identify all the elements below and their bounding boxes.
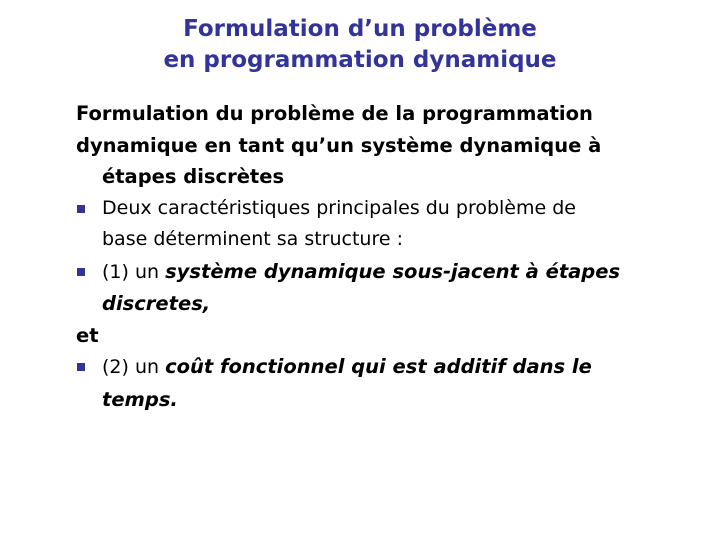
square-bullet-icon: [77, 363, 85, 371]
bullet-item-3: [76, 351, 706, 415]
main-heading-line2: dynamique en tant qu’un système dynamique à: [76, 133, 602, 157]
bullet-1-line1: Deux caractéristiques principales du problème de: [102, 196, 576, 219]
slide-title-line1: Formulation d’un problème: [183, 16, 537, 42]
bullet-2-emphasis-line1: système dynamique sous-jacent à étapes: [165, 259, 621, 283]
bullet-3-emphasis-line1: coût fonctionnel qui est additif dans le: [165, 355, 592, 378]
main-heading-line3: étapes discrètes: [102, 165, 285, 188]
slide-title-line2: en programmation dynamique: [163, 47, 557, 73]
bullet-item-1: [76, 193, 706, 256]
bullet-3-prefix: (2) un: [102, 356, 166, 378]
bullet-1-line2: base déterminent sa structure :: [102, 228, 403, 250]
bullet-2-emphasis-line2: discretes,: [102, 292, 211, 315]
connector-word: et: [76, 323, 99, 347]
bullet-2-prefix: (1) un: [102, 260, 166, 283]
slide-title: [0, 14, 720, 76]
square-bullet-icon: [77, 205, 85, 213]
main-heading: [76, 98, 706, 193]
slide-body: [76, 98, 706, 415]
square-bullet-icon: [77, 268, 85, 276]
main-heading-line1: Formulation du problème de la programmation: [76, 102, 593, 125]
bullet-item-2: [76, 256, 706, 320]
bullet-3-emphasis-line2: temps.: [102, 387, 178, 411]
